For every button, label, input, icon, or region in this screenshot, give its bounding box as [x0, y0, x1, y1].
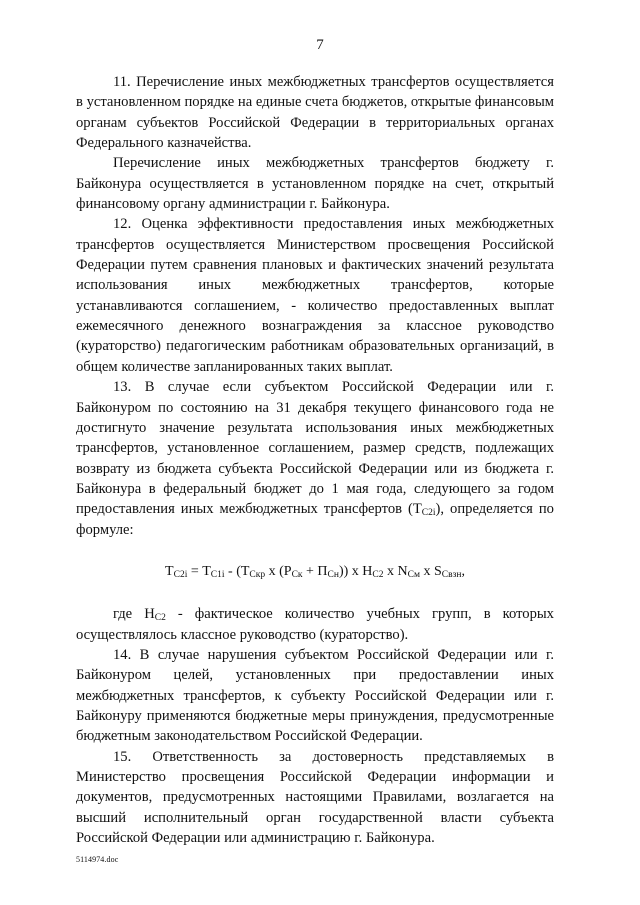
- formula-subscript: C2i: [173, 569, 188, 580]
- formula-subscript: C1i: [210, 569, 225, 580]
- formula-part: )) х Н: [338, 563, 373, 579]
- explanation-text: где Н: [113, 606, 155, 623]
- document-body: [76, 72, 554, 848]
- formula-part: х N: [383, 563, 408, 579]
- explanation-subscript: C2: [154, 613, 166, 624]
- paragraph-13-explanation: [76, 604, 554, 645]
- formula-subscript: Сн: [327, 569, 339, 580]
- formula-subscript: Ск: [291, 569, 303, 580]
- formula-subscript: C2: [372, 569, 384, 580]
- formula-subscript: См: [407, 569, 420, 580]
- page-number: 7: [316, 37, 324, 53]
- paragraph-13: [76, 377, 554, 540]
- paragraph-13-end: ), определяется по формуле:: [76, 501, 554, 538]
- formula-part: Т: [165, 563, 174, 579]
- formula-part: ,: [461, 563, 465, 579]
- paragraph-11: 11. Перечисление иных межбюджетных трансфертов осуществляется в установленном порядке на единые счета бюджетов, открытые финансовым органам субъектов Российской Федерации в территориальных органах Федерального казначейства.: [76, 74, 554, 152]
- formula-subscript: Свзн: [441, 569, 462, 580]
- formula: [76, 562, 554, 582]
- paragraph-13-subscript: C2i: [421, 508, 436, 519]
- formula-part: х (Р: [265, 563, 292, 579]
- formula-part: - (Т: [224, 563, 250, 579]
- paragraph-13-text: 13. В случае если субъектом Российской Федерации или г. Байконуром по состоянию на 31 декабря текущего финансового года не достигнуто значение результата использования иных межбюджетных трансфертов, установленное соглашением, размер средств, подлежащих возврату из бюджета субъекта Российской Федерации или из бюджета г. Байконура в федеральный бюджет до 1 мая года, следующего за годом предоставления иных межбюджетных трансфертов (Т: [76, 379, 554, 518]
- formula-subscript: Скр: [249, 569, 266, 580]
- paragraph-11-continued: Перечисление иных межбюджетных трансфертов бюджету г. Байконура осуществляется в установленном порядке на счет, открытый финансовому органу администрации г. Байконура.: [76, 155, 554, 213]
- explanation-end: - фактическое количество учебных групп, в которых осуществлялось классное руководство (кураторство).: [76, 606, 554, 643]
- formula-part: = Т: [187, 563, 211, 579]
- paragraph-12: 12. Оценка эффективности предоставления иных межбюджетных трансфертов осуществляется Министерством просвещения Российской Федерации путем сравнения плановых и фактических значений результата использования иных межбюджетных трансфертов, которые устанавливаются соглашением, - количество предоставленных выплат ежемесячного денежного вознаграждения за классное руководство (кураторство) педагогическим работникам образовательных организаций, в общем количестве запланированных таких выплат.: [76, 216, 554, 375]
- paragraph-14: 14. В случае нарушения субъектом Российской Федерации или г. Байконуром целей, установленных при предоставлении иных межбюджетных трансфертов, к субъекту Российской Федерации или г. Байконуру применяются бюджетные меры принуждения, предусмотренные бюджетным законодательством Российской Федерации.: [76, 646, 554, 745]
- footer-filename: 5114974.doc: [76, 855, 119, 864]
- formula-part: х S: [419, 563, 442, 579]
- formula-part: + П: [302, 563, 328, 579]
- paragraph-15: 15. Ответственность за достоверность представляемых в Министерство просвещения Российской Федерации информации и документов, предусмотренных настоящими Правилами, возлагается на высший исполнительный орган государственной власти субъекта Российской Федерации или администрацию г. Байконура.: [76, 748, 554, 847]
